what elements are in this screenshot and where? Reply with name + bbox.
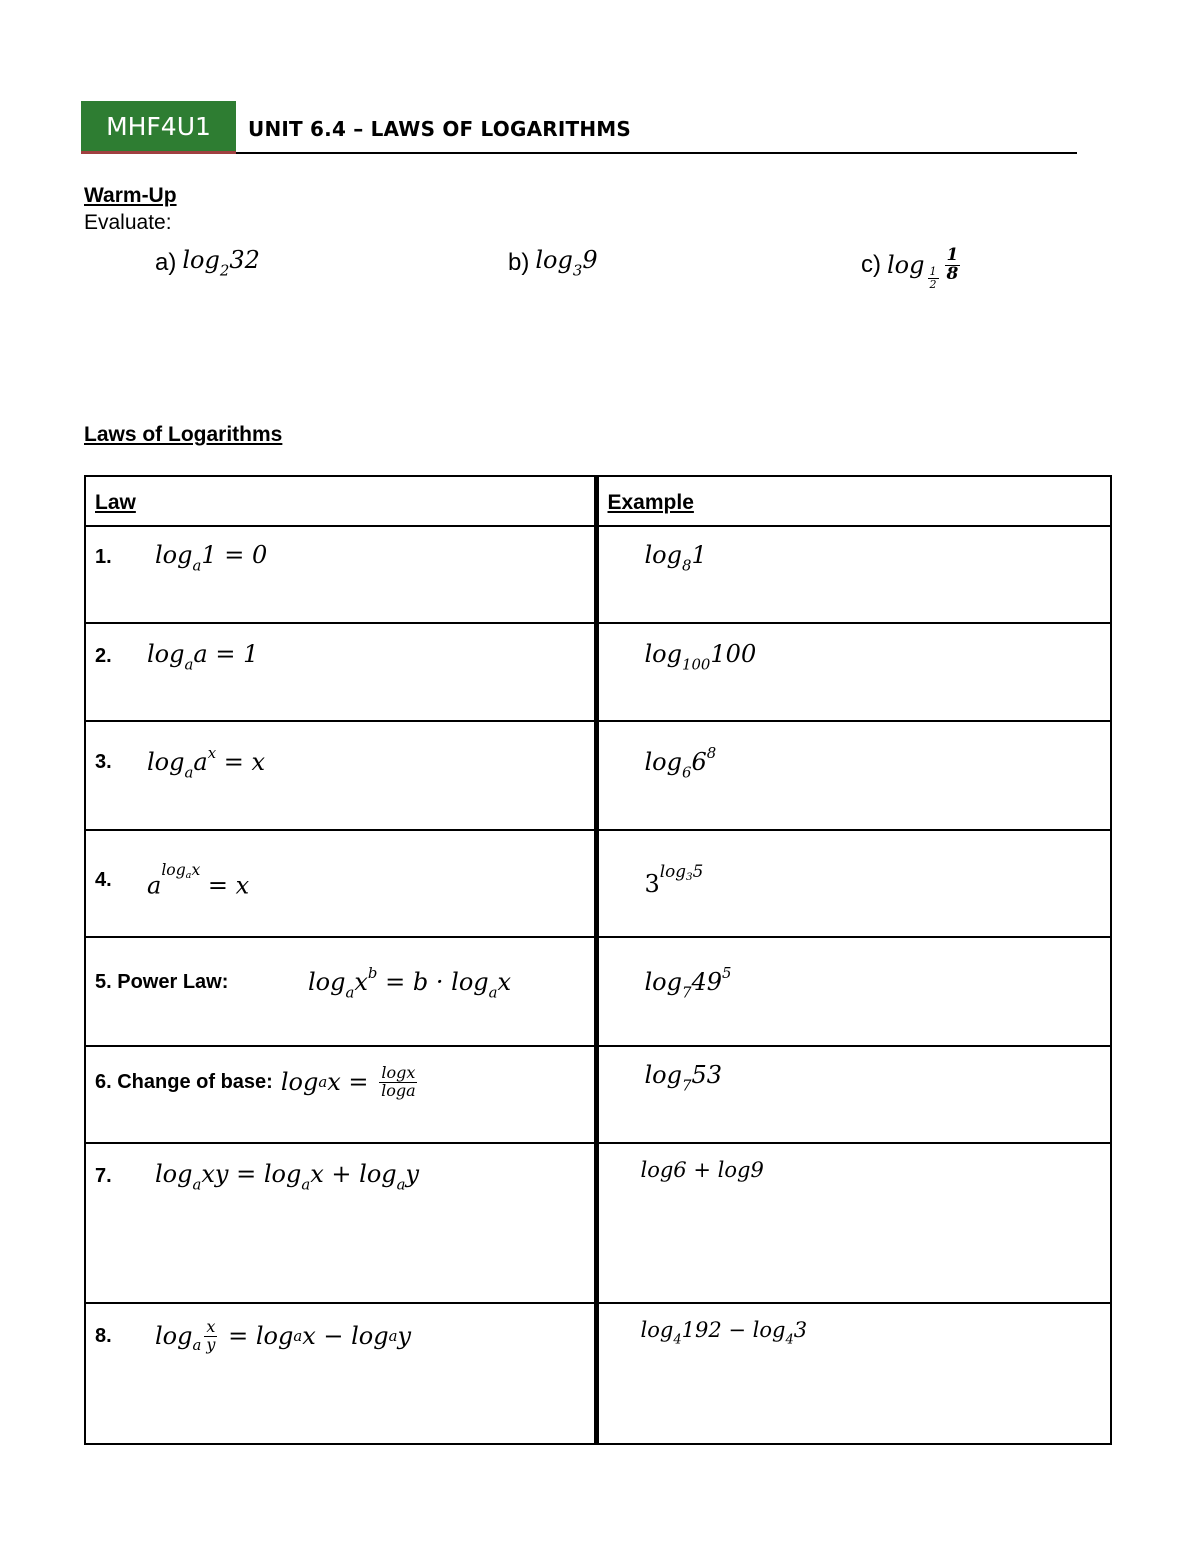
log-base: 6 [682,763,692,782]
log-fn: log [155,1160,193,1188]
multiply-dot: · [435,967,444,996]
log-base: 3 [686,871,693,884]
law-rhs: = x [207,871,250,900]
log-fn: log [155,1322,193,1350]
log-base: a [192,556,202,575]
log-base: 8 [682,556,692,575]
fraction-denominator: y [206,1334,216,1354]
log-fn: log [644,1061,682,1089]
log-base: a [488,983,498,1002]
log-arg: x [191,861,201,879]
law-expression [155,541,267,574]
log-arg: x [497,967,512,996]
log-base: a [184,655,194,674]
law-expression [155,1160,419,1193]
law-number: 6. Change of base: [95,1070,273,1093]
coefficient: b [412,967,429,996]
fraction-numerator: logx [381,1063,416,1082]
table-header-row [85,476,1111,526]
table-row [85,623,1111,721]
log-arg: a [193,640,208,668]
example-cell [596,1046,1111,1143]
title-divider [236,152,1077,154]
log-exponent: 5 [722,964,732,982]
log-arg: x [302,1322,316,1350]
example-expression [599,831,1111,899]
log-arg: 9 [582,246,598,274]
table-row [85,1143,1111,1303]
log-fn: log [263,1160,302,1188]
example-expression [599,1304,1111,1348]
log-arg-fraction [945,244,961,284]
log-base: a [388,1327,398,1345]
log-arg: 49 [691,967,723,996]
law-cell [85,1046,596,1143]
law-cell [85,1303,596,1444]
law-expression [281,1065,421,1100]
example-cell [596,526,1111,623]
fraction-denominator: 2 [929,277,937,291]
law-expression [147,861,249,900]
log-base: 7 [682,1076,692,1095]
log-arg: 53 [691,1061,723,1089]
example-cell [596,937,1111,1046]
log-exponent: b [367,964,378,982]
log-fn: log [535,246,573,274]
log-fn: log [644,541,682,569]
column-header-example: Example [607,491,694,514]
example-expression [599,1144,1111,1182]
header-example-cell [596,476,1111,526]
log-arg: x [354,967,368,996]
example-cell [596,830,1111,937]
law-number: 5. Power Law: [95,971,229,994]
log-base: 100 [682,655,711,674]
law-number: 1. [95,546,112,569]
law-number: 3. [95,751,112,774]
power-base: a [147,871,162,900]
log-fn: log [659,861,686,881]
laws-table [84,475,1112,1445]
log-base: 4 [785,1332,794,1348]
log-fn: log [155,541,193,569]
warmup-item-c [861,240,963,290]
example-cell [596,1143,1111,1303]
law-rhs: = x [223,747,265,776]
log-exponent: 8 [706,744,717,762]
log-base: a [345,983,355,1002]
log-base: 4 [673,1332,682,1348]
log-fn: log [887,251,925,280]
column-header-law: Law [95,491,136,514]
log-arg: 3 [793,1318,808,1342]
table-row [85,1303,1111,1444]
log-fn: log [644,967,682,996]
fraction-numerator: 1 [946,244,959,265]
log-base: a [192,1175,202,1194]
log-base: 2 [219,261,230,280]
law-number: 2. [95,645,112,668]
log-fn: log [644,747,682,776]
log-base: a [301,1175,311,1194]
example-expression [599,1047,1111,1094]
equals: = [385,967,406,996]
law-cell [85,623,596,721]
log-arg: a [193,747,208,776]
log-base: 7 [682,983,692,1002]
log-fn: log [182,246,220,274]
equals: = [228,1322,249,1350]
log-fn: log [161,861,186,879]
table-row [85,937,1111,1046]
unit-title: UNIT 6.4 – LAWS OF LOGARITHMS [248,117,632,141]
log-arg: x [310,1160,324,1188]
plus-operator: + [693,1158,711,1182]
log-arg: y [405,1160,420,1188]
log-arg: xy [201,1160,229,1188]
law-number: 4. [95,868,112,891]
log-fn: log [351,1322,389,1350]
example-expression [599,527,1111,574]
item-label: a) [155,248,177,276]
log-base: a [396,1175,406,1194]
law-expression [308,964,511,1001]
log-arg: 100 [710,640,757,668]
log-arg: 1 [691,541,707,569]
log-arg: x [327,1068,341,1097]
equals: = [236,1160,257,1188]
item-label: c) [861,251,881,279]
law-expression [147,744,265,781]
table-row [85,721,1111,830]
log-fn: log [644,640,682,668]
log-arg: 32 [229,246,260,274]
law-number: 8. [95,1324,112,1347]
fraction-denominator: loga [381,1080,416,1100]
table-row [85,526,1111,623]
table-row [85,830,1111,937]
law-cell [85,937,596,1046]
log-term: log9 [717,1158,764,1182]
log-base: a [192,1336,202,1354]
power-exponent [161,861,200,879]
log-fn: log [255,1322,294,1350]
log-fn: log [451,967,489,996]
log-fn: log [752,1318,786,1342]
log-arg: 192 [681,1318,722,1342]
log-fn: log [147,747,185,776]
fraction-denominator: 8 [946,263,959,284]
log-base: a [318,1073,328,1092]
plus-operator: + [331,1160,352,1188]
equals: = [348,1068,369,1097]
log-fn: log [359,1160,397,1188]
log-arg: 1 [201,541,217,569]
example-cell [596,721,1111,830]
table-row [85,1046,1111,1143]
header-law-cell [85,476,596,526]
log-fn: log [640,1318,674,1342]
law-cell [85,721,596,830]
power-base: 3 [644,870,660,899]
law-expression [147,640,258,673]
warmup-item-b [508,246,598,279]
fraction-numerator: x [206,1316,216,1336]
example-expression [599,624,1111,673]
log-fn: log [280,1068,319,1097]
log-base: 3 [572,261,583,280]
log-base: a [185,869,192,881]
log-base: a [293,1327,303,1345]
warmup-heading: Warm-Up [84,184,177,207]
example-cell [596,623,1111,721]
law-expression [155,1318,411,1354]
minus-operator: − [728,1318,746,1342]
law-cell [85,1143,596,1303]
warmup-instruction: Evaluate: [84,211,172,234]
log-fn: log [147,640,185,668]
warmup-item-a [155,246,260,279]
log-base: a [184,763,194,782]
law-rhs: = 1 [215,640,259,668]
quotient-fraction [204,1316,217,1354]
power-exponent [659,861,704,884]
log-fn: log [308,967,346,996]
law-cell [85,526,596,623]
course-code-badge [81,101,236,154]
fraction-numerator: 1 [929,265,937,278]
log-exponent: x [207,744,217,762]
item-label: b) [508,248,530,276]
log-arg: y [397,1322,412,1350]
law-rhs: = 0 [224,541,268,569]
minus-operator: − [323,1322,344,1350]
law-cell [85,830,596,937]
log-arg: 6 [691,747,707,776]
log-term: log6 [640,1158,687,1182]
example-cell [596,1303,1111,1444]
law-number: 7. [95,1165,112,1188]
log-arg: 5 [692,861,704,881]
change-of-base-fraction [379,1065,418,1100]
laws-heading: Laws of Logarithms [84,423,283,446]
example-expression [599,722,1111,781]
example-expression [599,938,1111,1001]
course-code: MHF4U1 [106,111,211,141]
log-base-fraction [928,266,939,290]
